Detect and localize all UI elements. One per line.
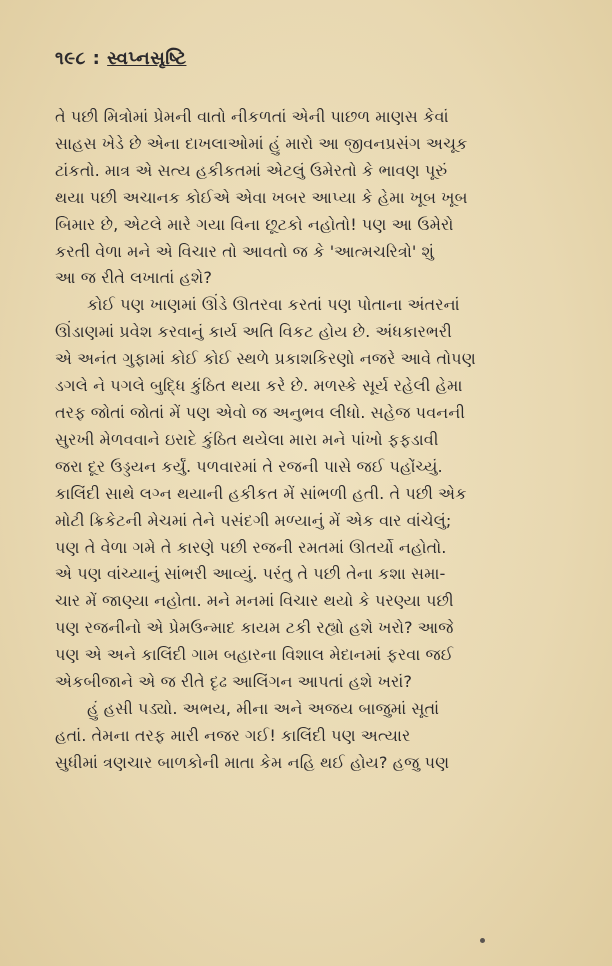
text-line: પણ એ અને કાલિંદી ગામ બહારના વિશાલ મેદાનમાં ફરવા જઈ xyxy=(55,645,454,665)
text-line: કાલિંદી સાથે લગ્ન થયાની હકીકત મેં સાંભળી હતી. તે પછી એક xyxy=(55,483,467,503)
text-line: એકબીજાને એ જ રીતે દૃઢ આલિંગન આપતાં હશે ખરાં? xyxy=(55,672,412,692)
text-line: સુધીમાં ત્રણચાર બાળકોની માતા કેમ નહિ થઈ હોય? હજુ પણ xyxy=(55,752,450,772)
text-line: ઊંડાણમાં પ્રવેશ કરવાનું કાર્ય અતિ વિકટ હોય છે. અંધકારભરી xyxy=(55,322,452,342)
text-line: હતાં. તેમના તરફ મારી નજર ગઈ! કાલિંદી પણ અત્યાર xyxy=(55,725,411,745)
header-separator: : xyxy=(92,48,101,69)
text-line: ચાર મેં જાણ્યા નહોતા. મને મનમાં વિચાર થયો કે પરણ્યા પછી xyxy=(55,591,454,611)
text-line: સુરખી મેળવવાને ઇરાદે કુંઠિત થયેલા મારા મને પાંખો ફફડાવી xyxy=(55,429,439,449)
page-number: ૧૯૮ xyxy=(55,48,86,69)
text-line: તરફ જોતાં જોતાં મેં પણ એવો જ અનુભવ લીધો. સહેજ પવનની xyxy=(55,402,466,422)
text-line: જરા દૂર ઉડ્ડયન કર્યું. પળવારમાં તે રજની પાસે જઈ પહોંચ્યું. xyxy=(55,456,443,476)
text-line: તે પછી મિત્રોમાં પ્રેમની વાતો નીકળતાં એની પાછળ માણસ કેવાં xyxy=(55,107,449,126)
paragraph-1 xyxy=(55,104,575,292)
text-line: ડગલે ને પગલે બુદ્ધિ કુંઠિત થયા કરે છે. મળસ્કે સૂર્ય રહેલી હેમા xyxy=(55,376,463,396)
text-line: ટાંકતો. માત્ર એ સત્ય હકીકતમાં એટલું ઉમેરતો કે ભાવણ પૂરું xyxy=(55,160,448,180)
body-text xyxy=(55,104,575,777)
page-header xyxy=(55,48,186,69)
text-line: મોટી ક્રિકેટની મેચમાં તેને પસંદગી મળ્યાનું મેં એક વાર વાંચેલું; xyxy=(55,510,452,530)
text-line: સાહસ ખેડે છે એના દાખલાઓમાં હું મારો આ જીવનપ્રસંગ અચૂક xyxy=(55,133,468,153)
text-line: પણ તે વેળા ગમે તે કારણે પછી રજની રમતમાં ઊતર્યો નહોતો. xyxy=(55,537,447,557)
text-line: પણ રજનીનો એ પ્રેમઉન્માદ કાયમ ટકી રહ્યો હશે ખરો? આજે xyxy=(55,618,454,638)
text-line: કોઈ પણ ખાણમાં ઊંડે ઊતરવા કરતાં પણ પોતાના અંતરનાં xyxy=(87,295,460,315)
running-title: સ્વપ્નસૃષ્ટિ xyxy=(107,48,187,69)
text-line: એ અનંત ગુફામાં કોઈ કોઈ સ્થળે પ્રકાશકિરણો નજરે આવે તોપણ xyxy=(55,349,476,369)
paragraph-2 xyxy=(55,292,575,696)
page-speck xyxy=(480,938,485,943)
text-line: કરતી વેળા મને એ વિચાર તો આવતો જ કે 'આત્મચરિત્રો' શું xyxy=(55,241,435,261)
text-line: એ પણ વાંચ્યાનું સાંભરી આવ્યું. પરંતુ તે પછી તેના કશા સમા- xyxy=(55,564,446,584)
text-line: બિમાર છે, એટલે મારે ગયા વિના છૂટકો નહોતો! પણ આ ઉમેરો xyxy=(55,214,454,234)
text-line: આ જ રીતે લખાતાં હશે? xyxy=(55,268,213,288)
paragraph-3 xyxy=(55,696,575,777)
text-line: થયા પછી અચાનક કોઈએ એવા ખબર આપ્યા કે હેમા ખૂબ ખૂબ xyxy=(55,187,468,207)
text-line: હું હસી પડ્યો. અભય, મીના અને અજય બાજુમાં સૂતાં xyxy=(87,698,440,718)
